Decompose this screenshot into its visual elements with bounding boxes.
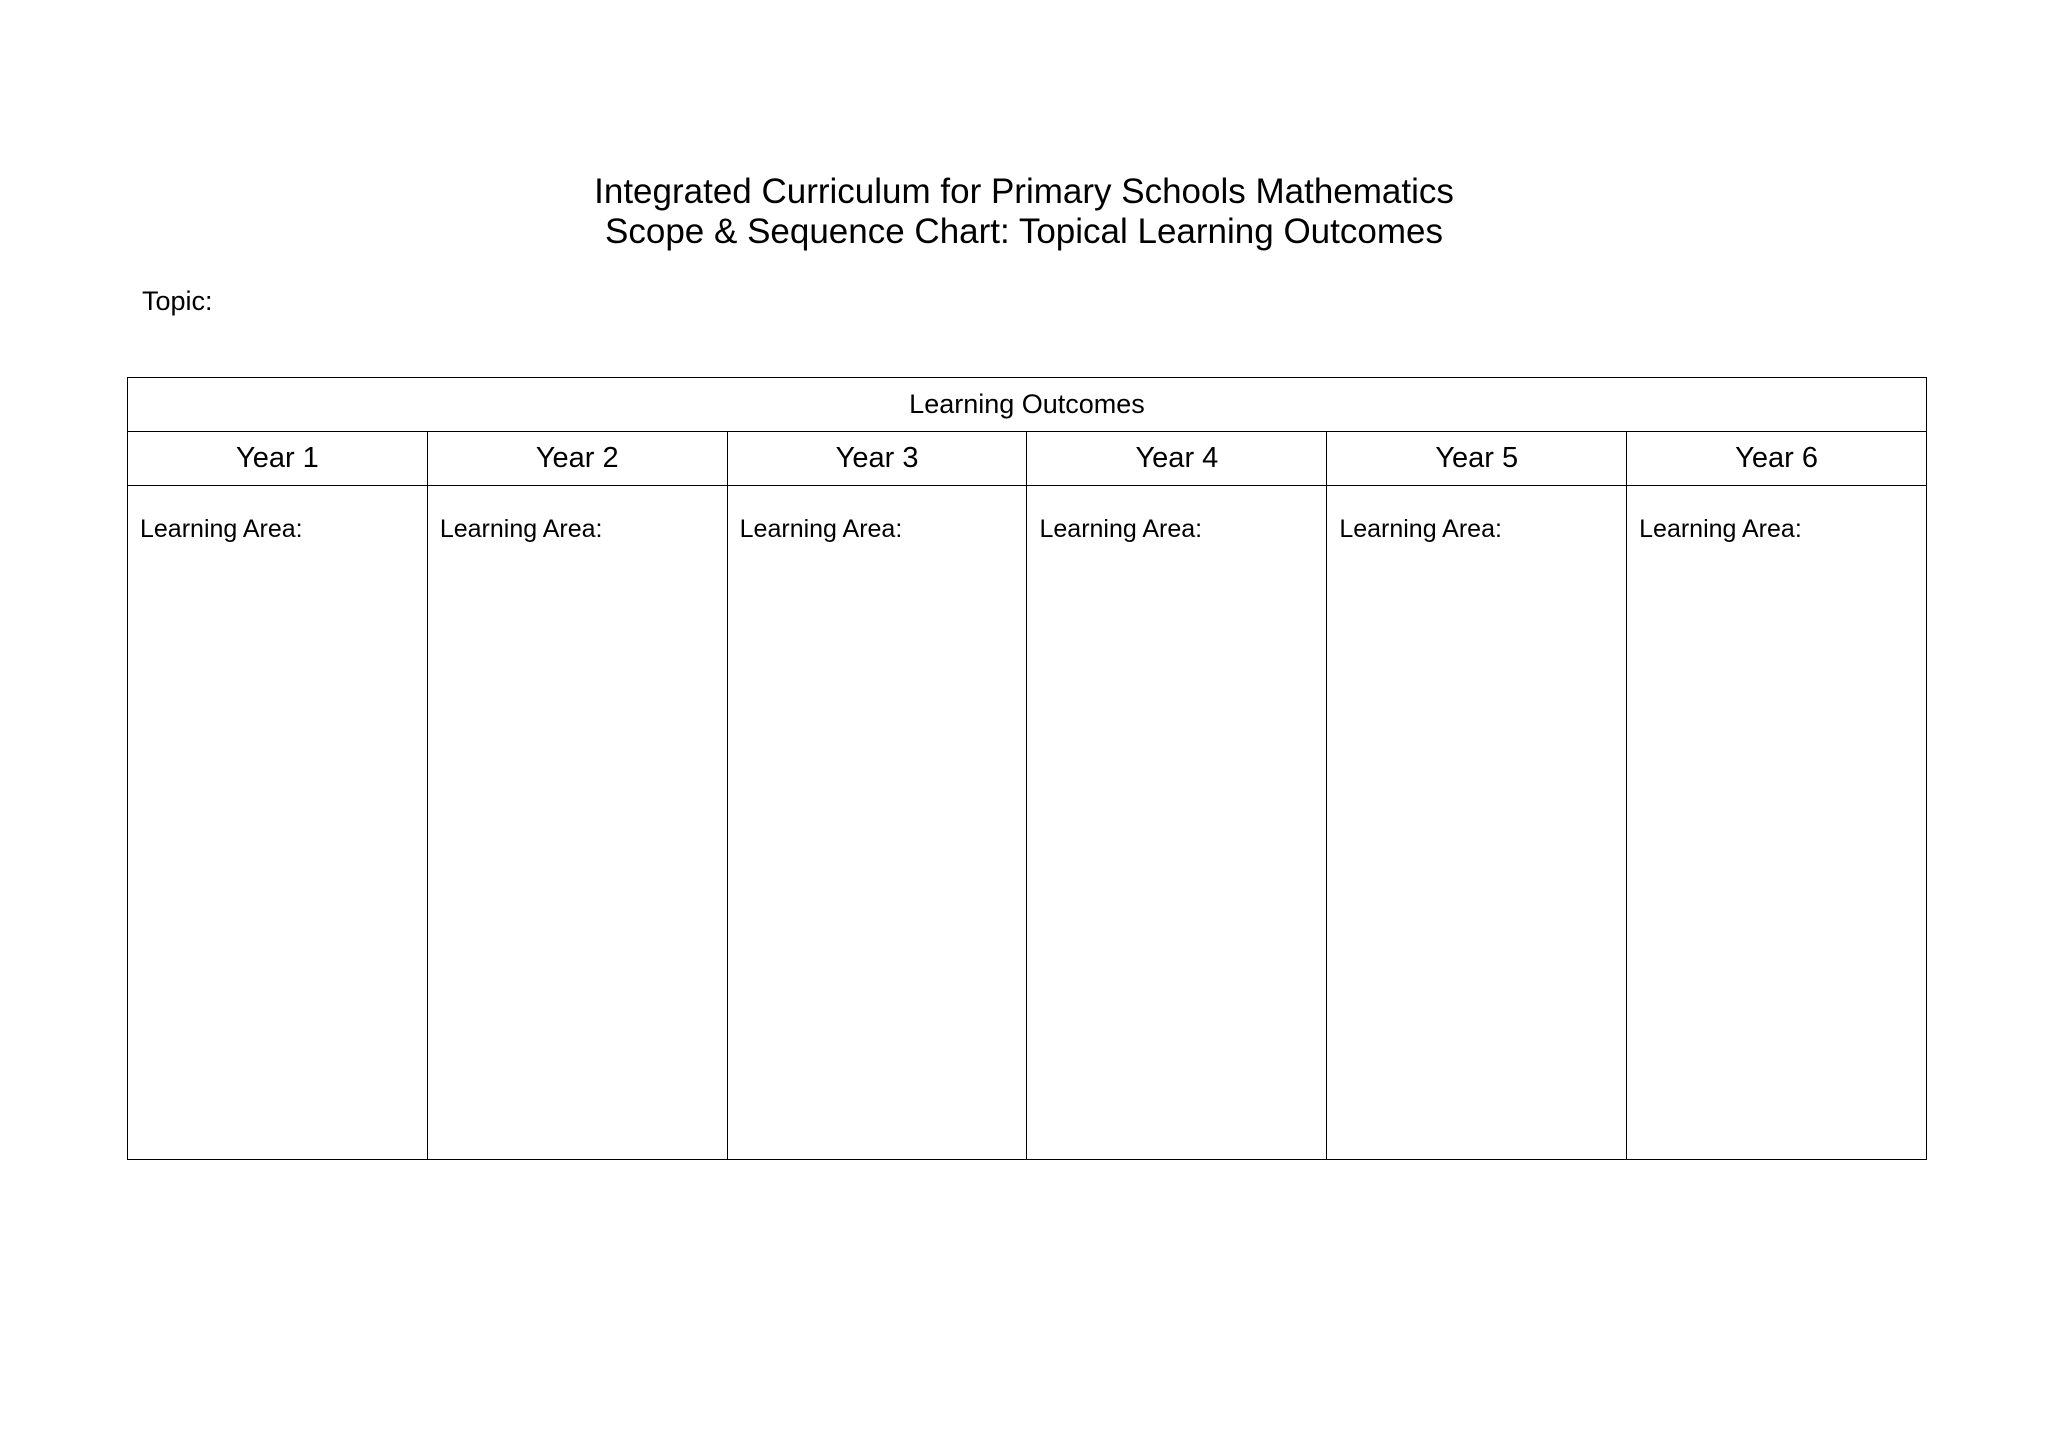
year-4-header: Year 4 (1027, 432, 1327, 486)
year-6-cell (1627, 486, 1927, 1160)
learning-area-label: Learning Area: (140, 515, 303, 543)
year-3-cell (727, 486, 1027, 1160)
learning-area-label: Learning Area: (1339, 515, 1502, 543)
learning-area-label: Learning Area: (739, 515, 903, 543)
learning-area-label: Learning Area: (1639, 515, 1802, 543)
year-4-cell (1027, 486, 1327, 1160)
topic-label: Topic: (142, 286, 213, 316)
learning-area-label: Learning Area: (439, 515, 603, 543)
document-title (0, 172, 2048, 252)
title-line-2: Scope & Sequence Chart: Topical Learning Outcomes (605, 212, 1443, 251)
year-6-header: Year 6 (1627, 432, 1927, 486)
year-1-header: Year 1 (128, 432, 428, 486)
year-2-cell (427, 486, 727, 1160)
year-1-cell (128, 486, 428, 1160)
learning-outcomes-header: Learning Outcomes (128, 378, 1927, 432)
year-3-header: Year 3 (727, 432, 1027, 486)
year-5-header: Year 5 (1327, 432, 1627, 486)
learning-outcomes-table (127, 377, 1927, 1160)
year-2-header: Year 2 (427, 432, 727, 486)
year-5-cell (1327, 486, 1627, 1160)
learning-area-label: Learning Area: (1039, 515, 1203, 543)
learning-area-row (128, 486, 1927, 1160)
table-header-row (128, 378, 1927, 432)
year-header-row (128, 432, 1927, 486)
title-line-1: Integrated Curriculum for Primary Schools Mathematics (594, 172, 1454, 211)
